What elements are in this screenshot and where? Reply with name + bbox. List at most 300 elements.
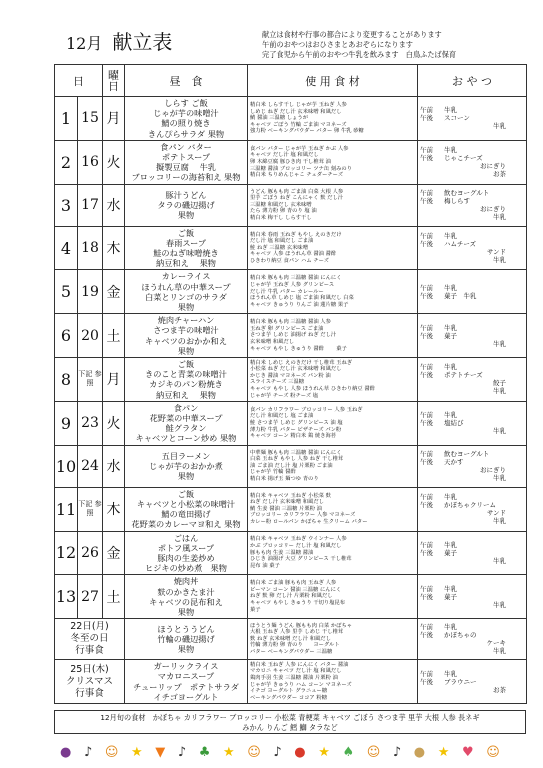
snack-item: サンド (486, 248, 506, 257)
dish-name: 果物 (177, 345, 195, 356)
snack-item: 牛乳 (444, 493, 457, 502)
dish-name: きのこと青菜の味噌汁 (145, 369, 227, 380)
snack-line (420, 324, 524, 332)
dish-name: イチゴヨーグルト (153, 691, 219, 702)
snack-time: 午前 (420, 283, 433, 292)
snack-line (420, 549, 524, 557)
ingredients-cell: うどん 豚もも肉 ごま油 白菜 大根 人参 里芋 ごぼう ねぎ こんにゃく 麩 だし汁 三温糖 和風だし 玄米味噌 たら 薄力粉 卵 青のり 塩 油 精白米 梅干し しらす干し (248, 184, 418, 226)
ingredients-cell: 精白米 豚もも肉 三温糖 醤油 にんにく じゃが芋 玉ねぎ 人参 グリンピース だし汁 牛乳 バター カレールー ほうれん草 しめじ 塩 ごま油 和風だし 白菜 キャベツ きゅうり りんご 油 蓮片糖 果子 (248, 270, 418, 314)
date-number: 下記 参照 (78, 487, 103, 531)
menu-row (55, 358, 527, 402)
snack-line (420, 493, 524, 501)
snack-item: 菓子 (444, 548, 457, 557)
snack-time (420, 474, 444, 482)
date-number: 19 (78, 270, 103, 314)
ingredients-cell: 精白米 春雨 玉ねぎ もやし えのきだけ だし汁 塩 和風だし ごま油 鮭 ねぎ 三温糖 玄米味噌 キャベツ 人参 ほうれん草 醤油 醤酢 ひきわり納豆 食パン ハム チーズ (248, 226, 418, 270)
title-text: 献立表 (112, 30, 173, 54)
dish-name: ほうとううどん (157, 623, 215, 634)
snack-item: 牛乳 (444, 623, 457, 632)
day-number: 6 (55, 314, 78, 358)
snack-time (420, 686, 444, 694)
smile-icon: ☺ (486, 745, 500, 760)
dish-name: 花野菜の中華スープ (149, 413, 223, 424)
header (0, 0, 543, 64)
snack-time: 午前 (420, 106, 433, 115)
snack-cell (418, 314, 527, 358)
snack-cell (418, 531, 527, 575)
lunch-cell (125, 445, 248, 487)
event-row (55, 619, 527, 660)
lunch-cell (125, 184, 248, 226)
dish-name: キャベツのおかか和え (145, 335, 227, 346)
snack-line (420, 585, 524, 593)
snack-item: 牛乳 (493, 339, 506, 348)
snack-time (420, 248, 444, 256)
snack-line (420, 509, 524, 517)
snack-item: お茶 (493, 685, 506, 694)
snack-line (420, 292, 524, 300)
date-number: 23 (78, 401, 103, 445)
menu-row (55, 531, 527, 575)
snack-cell (418, 401, 527, 445)
dish-name: きんぴらサラダ 果物 (147, 128, 225, 139)
snack-line (420, 427, 524, 435)
lunch-cell (125, 575, 248, 619)
snack-line (420, 670, 524, 678)
snack-line (420, 623, 524, 631)
weekday: 月 (103, 358, 125, 402)
snack-time (420, 122, 444, 130)
snack-line (420, 371, 524, 379)
snack-line (420, 197, 524, 205)
lunch-cell (125, 531, 248, 575)
snack-line (420, 162, 524, 170)
carrot-icon: ▼ (155, 745, 166, 760)
smile-icon: ☺ (247, 745, 261, 760)
dish-name: 食パン バター (160, 141, 212, 152)
day-number: 9 (55, 401, 78, 445)
day-number: 4 (55, 226, 78, 270)
decoration-strip (60, 742, 500, 764)
snack-line (420, 284, 524, 292)
ingredients-cell: 精白米 ごま油 豚もも肉 玉ねぎ 人参 ピーマン コーン 醤油 三温糖 にんにく ねぎ 麩 卵 だし汁 片栗粉 和風だし キャベツ もやし きゅうり 干切り塩昆布 菓子 (248, 575, 418, 619)
smile-icon: ☺ (104, 745, 119, 760)
snack-line (420, 517, 524, 525)
dish-name: ごはん (173, 532, 199, 543)
day-number: 1 (55, 97, 78, 141)
snack-time (420, 170, 444, 178)
snack-time: 午後 (420, 631, 433, 640)
event-row (55, 660, 527, 704)
dish-name: 焼肉チャーハン (157, 315, 215, 326)
lunch-cell (125, 140, 248, 184)
snack-item: 牛乳 (493, 427, 506, 436)
snack-item: 牛乳 (493, 213, 506, 222)
star-icon: ★ (318, 745, 330, 760)
snack-line (420, 154, 524, 162)
snack-item: 菓子 (444, 592, 457, 601)
event-label-line: 冬至の日 (70, 633, 109, 645)
snack-line (420, 379, 524, 387)
dish-name: ポトフ風スープ (157, 542, 215, 553)
ingredients-cell: 食パン バター じゃが芋 玉ねぎ かぶ 人参 キャベツ だし汁 塩 和風だし 卵 木綿豆腐 豚ひき肉 干し椎茸 油 三温糖 醤油 ブロッコリー ツナ缶 刻みのり 精白米 ちりめんじゃこ チェダーチーズ (248, 140, 418, 184)
dish-name: 春雨スープ (165, 237, 207, 248)
dish-name: しらす ご飯 (164, 98, 208, 108)
dish-name: さつま芋の味噌汁 (153, 325, 219, 336)
snack-time (420, 379, 444, 387)
dish-name: 果物 (177, 471, 195, 482)
dish-name: マカロニスープ (157, 671, 215, 682)
broccoli-icon: ♣ (198, 745, 211, 760)
snack-line (420, 240, 524, 248)
snack-time: 午前 (420, 323, 433, 332)
dish-name: 白菜とリンゴのサラダ (145, 291, 227, 302)
snack-item: 牛乳 (493, 517, 506, 526)
dish-name: キャベツの昆布和え (149, 596, 223, 607)
snack-cell (418, 226, 527, 270)
snack-line (420, 146, 524, 154)
snack-item: サンド (486, 509, 506, 518)
day-number: 5 (55, 270, 78, 314)
dish-name: 納豆和え 果物 (156, 389, 216, 400)
event-label-line: クリスマス (65, 675, 114, 687)
ingredients-cell: 中華麺 豚もも肉 三温糖 醤油 にんにく 白菜 玉ねぎ もやし 人参 ねぎ 干し椎茸 油 ごま油 だし汁 塩 片栗粉 ごま油 じゃが芋 竹輪 醤酢 精白米 揚げ玉 麺つゆ 青のり (248, 445, 418, 487)
snack-item: 牛乳 (493, 474, 506, 483)
snack-cell (418, 270, 527, 314)
dish-name: 鮭のねぎ味噌焼き (153, 248, 219, 259)
snack-time (420, 601, 444, 609)
dish-name: ポテトスープ (161, 152, 211, 163)
snack-item: かぼちゃの (444, 631, 477, 640)
date-number: 24 (78, 445, 103, 487)
music-note-icon: ♪ (273, 745, 282, 760)
dish-name: 食パン (173, 402, 199, 413)
notice-text (262, 30, 456, 60)
lunch-cell (125, 487, 248, 531)
menu-row (55, 226, 527, 270)
snack-item: 牛乳 (444, 323, 457, 332)
snack-time: 午前 (420, 623, 433, 632)
menu-row (55, 487, 527, 531)
snack-line (420, 248, 524, 256)
snack-item: お茶 (493, 170, 506, 179)
dish-name: ガーリックライス (153, 661, 219, 672)
snack-cell (418, 97, 527, 141)
menu-row (55, 575, 527, 619)
snack-cell (418, 619, 527, 660)
event-label (55, 660, 125, 704)
lunch-cell (125, 97, 248, 141)
dish-name: ほうれん草の中華スープ (141, 281, 231, 292)
heart-icon: ♥ (461, 745, 474, 760)
dish-name: 五目ラーメン (161, 450, 211, 461)
dish-name: 鮭グラタン (165, 423, 207, 434)
smile-icon: ☺ (366, 745, 381, 760)
weekday: 水 (103, 184, 125, 226)
snack-cell (418, 184, 527, 226)
snack-line (420, 170, 524, 178)
snack-item: 牛乳 (444, 232, 457, 241)
snack-item: 牛乳 (444, 411, 457, 420)
dish-name: 果物 (177, 644, 195, 655)
snack-time: 午後 (420, 291, 433, 300)
snack-item: スコーン (444, 114, 470, 123)
dish-name: カレーライス (161, 271, 211, 282)
ingredients-cell: 精白米 豚もも肉 三温糖 醤油 人参 玉ねぎ 卵 グリンピース ごま油 さつま芋 しめじ 油揚げ ねぎ だし汁 玄米味噌 和風だし キャベツ もやし きゅうり 醤酢 菓子 (248, 314, 418, 358)
dish-name: 焼肉丼 (173, 576, 199, 587)
snack-item: 飲むヨーグルト (444, 450, 490, 459)
snack-item: おにぎり (480, 205, 506, 214)
event-label-line: 行事食 (75, 687, 104, 699)
snack-line (420, 474, 524, 482)
snack-item: ブラウニー (444, 677, 477, 686)
leaf-icon: ♠ (342, 745, 355, 760)
menu-row (55, 140, 527, 184)
snack-item: 牛乳 (444, 363, 457, 372)
snack-line (420, 450, 524, 458)
weekday: 月 (103, 97, 125, 141)
day-number: 8 (55, 358, 78, 402)
snack-time: 午後 (420, 371, 433, 380)
snack-time: 午後 (420, 501, 433, 510)
snack-item: 飲むヨーグルト (444, 189, 490, 198)
snack-time: 午前 (420, 450, 433, 459)
dish-name: ご飯 (177, 227, 195, 238)
snack-time (420, 213, 444, 221)
lunch-cell (125, 314, 248, 358)
snack-time (420, 427, 444, 435)
dish-name: 花野菜のカレーマヨ和え 果物 (131, 519, 241, 530)
menu-body (55, 97, 527, 704)
lunch-cell (125, 270, 248, 314)
snack-time: 午後 (420, 419, 433, 428)
event-label-line: 22日(月) (70, 621, 109, 633)
snack-time: 午後 (420, 677, 433, 686)
snack-time: 午後 (420, 154, 433, 163)
snack-line (420, 363, 524, 371)
dish-name: 納豆和え 果物 (156, 258, 216, 269)
snack-line (420, 501, 524, 509)
snack-time: 午前 (420, 493, 433, 502)
snack-line (420, 340, 524, 348)
snack-time (420, 639, 444, 647)
weekday: 金 (103, 270, 125, 314)
ingredients-cell: 精白米 キャベツ 玉ねぎ 小松菜 麩 ねぎ だし汁 玄米味噌 和風だし 鯖 生姜 醤油 三温糖 片栗粉 油 ブロッコリー カリフラワー 人参 マヨネーズ カレー粉 ロールパン かぼちゃ 生クリーム バター (248, 487, 418, 531)
snack-line (420, 411, 524, 419)
dish-name: タラの磯辺揚げ (157, 200, 215, 211)
snack-time: 午後 (420, 114, 433, 123)
dish-name: 麩のかきたま汁 (157, 586, 215, 597)
weekday: 木 (103, 226, 125, 270)
page-title (66, 26, 172, 55)
music-note-icon: ♪ (177, 745, 187, 760)
snack-line (420, 557, 524, 565)
snack-line (420, 114, 524, 122)
star-icon: ★ (437, 745, 450, 760)
weekday: 土 (103, 575, 125, 619)
snack-item: ハムチーズ (444, 240, 477, 249)
snack-time (420, 340, 444, 348)
dish-name: ヒジキの炒め煮 果物 (145, 563, 227, 574)
event-label (55, 619, 125, 660)
snack-line (420, 593, 524, 601)
weekday: 金 (103, 531, 125, 575)
snack-line (420, 466, 524, 474)
snack-line (420, 232, 524, 240)
dish-name: 果物 (177, 210, 195, 221)
seasonal-footnote (54, 710, 526, 734)
snack-line (420, 639, 524, 647)
weekday: 木 (103, 487, 125, 531)
snack-item: 塩結び (444, 419, 464, 428)
snack-time: 午前 (420, 189, 433, 198)
snack-cell (418, 487, 527, 531)
snack-item: 牛乳 (493, 600, 506, 609)
footnote-line: 12月旬の食材 かぼちゃ カリフラワー ブロッコリー 小松菜 青梗菜 キャベツ ごぼう さつま芋 里芋 大根 人参 長ネギ (100, 713, 480, 722)
dish-name: 鯖の竜田揚げ (161, 509, 211, 520)
lunch-cell (125, 226, 248, 270)
dish-name: キャベツと小松菜の味噌汁 (136, 498, 236, 509)
snack-item: かぼちゃクリーム (444, 501, 496, 510)
pepper-icon: ● (294, 745, 306, 760)
menu-row (55, 270, 527, 314)
dish-name: ご飯 (177, 359, 195, 370)
ingredients-cell: 食パン カリフラワー ブロッコリー 人参 玉ねぎ だし汁 和風だし 塩 ごま油 鮭 さつま芋 しめじ グリンピース 油 塩 薄力粉 牛乳 バター ピザチーズ パン粉 キャベツ コーン 精白米 鶏 焼き海苔 (248, 401, 418, 445)
snack-time (420, 517, 444, 525)
snack-item: ケーキ (486, 639, 506, 648)
ingredients-cell: 精白米 キャベツ 玉ねぎ ウインナー 人参 かぶ ブロッコリー だし汁 塩 和風だし 豚もも肉 生姜 三温糖 醤油 ひじき 油揚げ 大豆 グリンピース 干し椎茸 昆布 油 菓子 (248, 531, 418, 575)
snack-time: 午後 (420, 331, 433, 340)
onion-icon: ● (413, 745, 426, 760)
snack-line (420, 205, 524, 213)
weekday: 水 (103, 445, 125, 487)
snack-line (420, 678, 524, 686)
snack-time (420, 466, 444, 474)
day-number: 13 (55, 575, 78, 619)
ingredients-cell: ほうとう麺 うどん 豚もも肉 白菜 かぼちゃ 大根 玉ねぎ 人参 里芋 しめじ 干し椎茸 麩 ねぎ 玄米味噌 だし汁 和風だし 竹輪 薄力粉 卵 青のり ヨーグルト バター ベーキングパウダー 三温糖 (248, 619, 418, 660)
event-label-line: 行事食 (75, 645, 104, 657)
star-icon: ★ (222, 745, 235, 760)
snack-line (420, 189, 524, 197)
snack-time: 午後 (420, 240, 433, 249)
header-lunch: 昼 食 (125, 65, 248, 97)
menu-row (55, 314, 527, 358)
dish-name: 豚肉の生姜炒め (157, 552, 215, 563)
snack-line (420, 541, 524, 549)
snack-time: 午前 (420, 232, 433, 241)
lunch-cell (125, 619, 248, 660)
snack-line (420, 332, 524, 340)
dish-name: 豚汁うどん (165, 189, 207, 200)
day-number: 11 (55, 487, 78, 531)
snack-line (420, 419, 524, 427)
date-number: 18 (78, 226, 103, 270)
snack-time: 午後 (420, 592, 433, 601)
dish-name: じゃが芋の味噌汁 (153, 108, 219, 119)
ingredients-cell: 精白米 玉ねぎ 人参 にんにく バター 醤油 マカロニ キャベツ だし汁 塩 和風だし 鶏肉手羽 生姜 三温糖 醤油 片栗粉 油 じゃが芋 きゅうり ハム コーン マヨネーズ イチゴ ヨーグルト グラニュー糖 ベーキングパウダー ココア 粉糖 (248, 660, 418, 704)
snack-item: 菓子 (444, 331, 457, 340)
snack-item: おにぎり (480, 162, 506, 171)
dish-name: 果物 (177, 302, 195, 313)
dish-name: ご飯 (177, 488, 195, 499)
weekday: 土 (103, 314, 125, 358)
dish-name: チューリップ ポテトサラダ (133, 681, 239, 692)
day-number: 3 (55, 184, 78, 226)
lunch-cell (125, 358, 248, 402)
day-number: 2 (55, 140, 78, 184)
snack-item: 牛乳 (493, 647, 506, 656)
snack-item: 牛乳 (444, 584, 457, 593)
notice-line: 完了食児から午前のおやつ牛乳を飲みます 白鳥ふたば保育 (262, 50, 457, 59)
dish-name: 竹輪の磯辺揚げ (157, 634, 215, 645)
snack-line (420, 631, 524, 639)
snack-item: 牛乳 (444, 540, 457, 549)
weekday: 火 (103, 401, 125, 445)
music-note-icon: ♪ (392, 745, 402, 760)
date-number: 20 (78, 314, 103, 358)
snack-cell (418, 660, 527, 704)
dish-name: キャベツとコーン炒め 果物 (135, 433, 237, 444)
snack-time (420, 509, 444, 517)
snack-item: ポテトチーズ (444, 371, 483, 380)
title-month: 12月 (66, 34, 103, 53)
ingredients-cell: 精白米 しめじ えのきだけ 干し椎茸 玉ねぎ 小松菜 ねぎ だし汁 玄米味噌 和風だし かじき 醤油 マヨネーズ パン粉 油 スライスチーズ 三温糖 キャベツ もやし 人参 ほうれん草 ひきわり納豆 醤酢 じゃが芋 チーズ 粉チーズ 塩 (248, 358, 418, 402)
dish-name: ブロッコリーの海苔和え 果物 (131, 172, 241, 183)
date-number: 27 (78, 575, 103, 619)
lunch-cell (125, 660, 248, 704)
menu-row (55, 184, 527, 226)
snack-item: 牛乳 (493, 387, 506, 396)
snack-item: 牛乳 (444, 106, 457, 115)
notice-line: 午前のおやつはおひさまとあおぞらになります (262, 40, 413, 49)
header-day: 日 (55, 65, 103, 97)
ingredients-cell: 精白米 しらす干し じゃが芋 玉ねぎ 人参 しめじ ねぎ だし汁 玄米味噌 和風だし 鯖 醤油 三温糖 しょうが キャベツ ごぼう 竹輪 ごま油 マヨネーズ 強力粉 ベーキングパウダー バター 卵 牛乳 砂糖 (248, 97, 418, 141)
date-number: 17 (78, 184, 103, 226)
menu-row (55, 97, 527, 141)
menu-row (55, 401, 527, 445)
snack-item: 牛乳 (493, 556, 506, 565)
snack-line (420, 458, 524, 466)
snack-time: 午前 (420, 584, 433, 593)
dish-name: 果物 (177, 606, 195, 617)
snack-line (420, 647, 524, 655)
snack-line (420, 256, 524, 264)
event-label-line: 25日(木) (70, 663, 109, 675)
date-number: 16 (78, 140, 103, 184)
snack-line (420, 122, 524, 130)
snack-cell (418, 575, 527, 619)
footnote-line: みかん りんご 鱈 鰤 タラなど (242, 723, 338, 732)
snack-item: 梅しらす (444, 197, 470, 206)
snack-time (420, 256, 444, 264)
date-number: 15 (78, 97, 103, 141)
weekday: 火 (103, 140, 125, 184)
snack-item: 牛乳 (444, 146, 457, 155)
table-header-row (55, 65, 527, 97)
snack-time: 午前 (420, 146, 433, 155)
snack-time (420, 647, 444, 655)
snack-line (420, 213, 524, 221)
music-note-icon: ♪ (83, 745, 93, 760)
notice-line: 献立は食材や行事の都合により変更することがあります (262, 30, 442, 39)
dish-name: 擬製豆腐 牛乳 (156, 162, 216, 173)
snack-item: おにぎり (480, 466, 506, 475)
eggplant-icon: ● (60, 745, 72, 760)
snack-item: 牛乳 (444, 669, 457, 678)
snack-item: 牛乳 (493, 122, 506, 131)
date-number: 下記 参照 (78, 358, 103, 402)
snack-time: 午前 (420, 363, 433, 372)
